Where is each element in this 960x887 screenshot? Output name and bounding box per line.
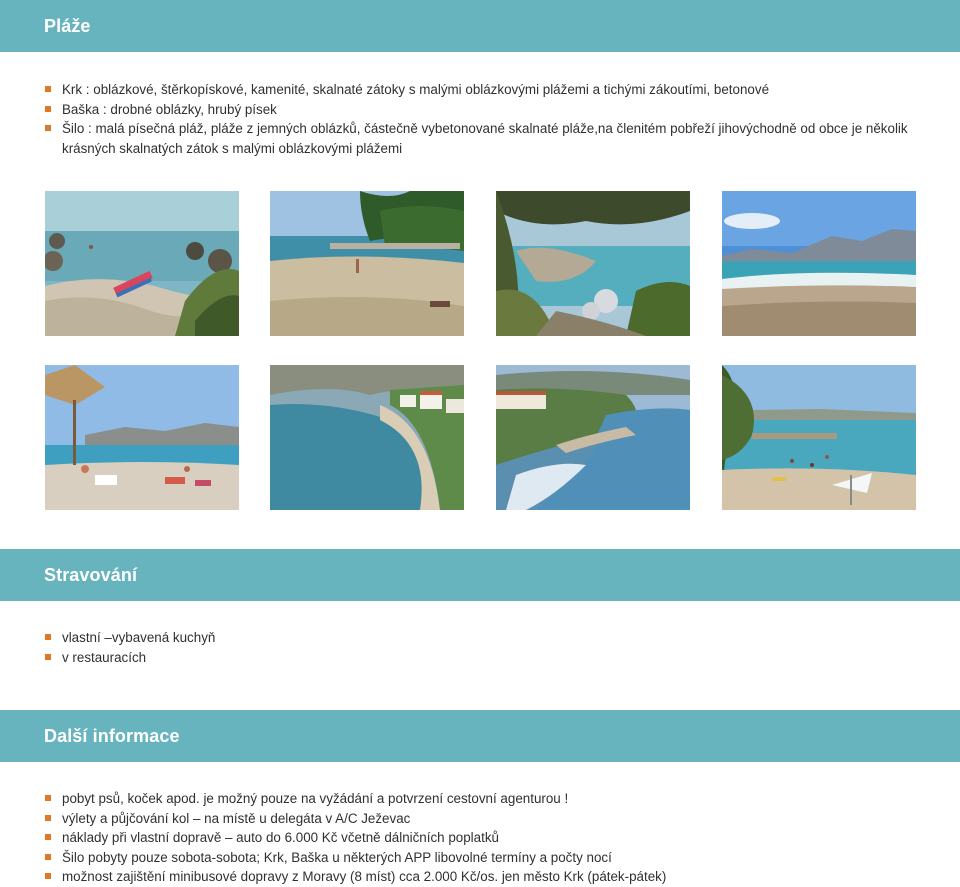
list-item: náklady při vlastní dopravě – auto do 6.000 Kč včetně dálničních poplatků xyxy=(44,828,924,848)
beach-photo-7 xyxy=(496,365,690,510)
list-item: výlety a půjčování kol – na místě u delegáta v A/C Ježevac xyxy=(44,809,924,829)
list-item: Baška : drobné oblázky, hrubý písek xyxy=(44,100,924,120)
list-item: v restauracích xyxy=(44,648,924,668)
beach-photo-1 xyxy=(45,191,239,336)
beach-photo-6 xyxy=(270,365,464,510)
more-info-list xyxy=(44,789,924,887)
beach-photo-2 xyxy=(270,191,464,336)
beach-photo-4 xyxy=(722,191,916,336)
list-item: možnost zajištění minibusové dopravy z Moravy (8 míst) cca 2.000 Kč/os. jen město Krk (pátek-pátek) xyxy=(44,867,924,887)
section-title-catering: Stravování xyxy=(44,565,138,585)
beach-photo-3 xyxy=(496,191,690,336)
section-header-catering xyxy=(0,549,960,601)
list-item: Krk : oblázkové, štěrkopískové, kamenité, skalnaté zátoky s malými oblázkovými plážemi a tichými zákoutími, betonové xyxy=(44,80,924,100)
list-item: pobyt psů, koček apod. je možný pouze na vyžádání a potvrzení cestovní agenturou ! xyxy=(44,789,924,809)
catering-list xyxy=(44,628,924,667)
beaches-list xyxy=(44,80,924,158)
beach-photo-8 xyxy=(722,365,916,510)
section-title-more-info: Další informace xyxy=(44,726,180,746)
list-item: Šilo pobyty pouze sobota-sobota; Krk, Baška u některých APP libovolné termíny a počty nocí xyxy=(44,848,924,868)
beach-photo-5 xyxy=(45,365,239,510)
section-header-beaches xyxy=(0,0,960,52)
section-title-beaches: Pláže xyxy=(44,16,91,36)
list-item: Šilo : malá písečná pláž, pláže z jemných oblázků, částečně vybetonované skalnaté pláže,na členitém pobřeží jihovýchodně od obce je několik krásných skalnatých zátok s malými oblázkovými plážemi xyxy=(44,119,924,158)
section-header-more-info xyxy=(0,710,960,762)
list-item: vlastní –vybavená kuchyň xyxy=(44,628,924,648)
